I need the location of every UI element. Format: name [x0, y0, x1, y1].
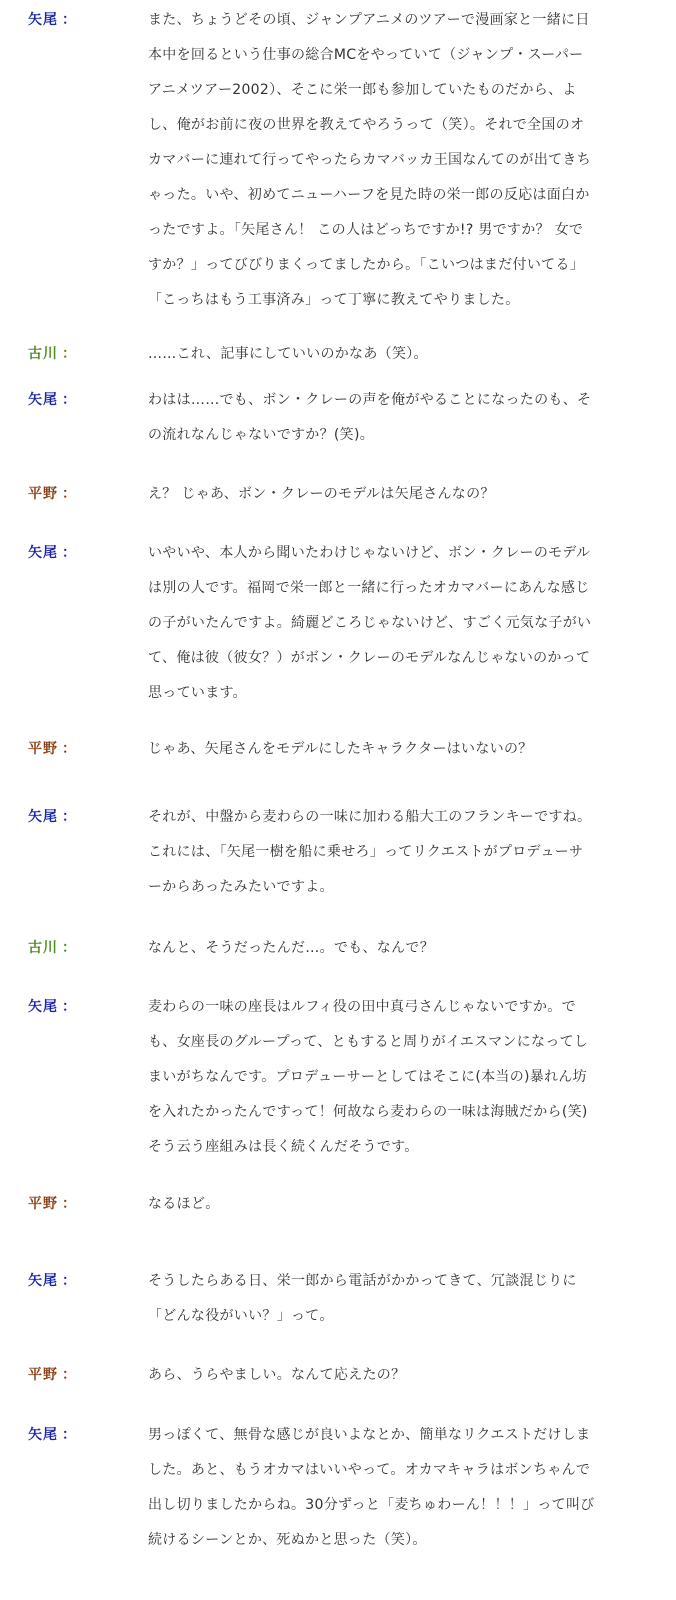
speaker-label: 矢尾 — [28, 545, 58, 561]
dialogue-line: ったですよ。「矢尾さん！ この人はどっちですか!? 男ですか？ 女で — [148, 222, 584, 238]
speaker-colon: ： — [62, 545, 77, 561]
speaker-label: 平野 — [28, 1196, 58, 1212]
dialogue-line: 出し切りましたからね。30分ずっと「麦ちゅわーん！！！」って叫び — [148, 1497, 595, 1513]
dialogue-line: 男っぽくて、無骨な感じが良いよなとか、簡単なリクエストだけしま — [148, 1427, 591, 1443]
dialogue-line: ーからあったみたいですよ。 — [148, 879, 334, 895]
speaker-name-furukawa — [28, 931, 77, 966]
dialogue-line: そう云う座組みは長く続くんだそうです。 — [148, 1139, 419, 1155]
dialogue-line: じゃあ、矢尾さんをモデルにしたキャラクターはいないの？ — [148, 741, 533, 757]
speaker-name-yao — [28, 1418, 77, 1453]
speaker-colon: ： — [62, 1367, 77, 1383]
dialogue-text — [148, 1358, 636, 1393]
speaker-colon: ： — [62, 1427, 77, 1443]
dialogue-line: また、ちょうどその頃、ジャンプアニメのツアーで漫画家と一緒に日 — [148, 12, 590, 28]
speaker-label: 平野 — [28, 741, 58, 757]
speaker-name-yao — [28, 3, 77, 38]
dialogue-line: の子がいたんですよ。綺麗どころじゃないけど、すごく元気な子がい — [148, 615, 592, 631]
dialogue-line: し、俺がお前に夜の世界を教えてやろうって（笑）。それで全国のオ — [148, 117, 585, 133]
speaker-colon: ： — [62, 999, 77, 1015]
speaker-name-hirano — [28, 1187, 77, 1222]
dialogue-text — [148, 536, 636, 711]
dialogue-line: した。あと、もうオカマはいいやって。オカマキャラはボンちゃんで — [148, 1462, 591, 1478]
dialogue-line: を入れたかったんですって！何故なら麦わらの一味は海賊だから(笑) — [148, 1104, 588, 1120]
speaker-name-hirano — [28, 1358, 77, 1393]
speaker-name-hirano — [28, 732, 77, 767]
speaker-label: 矢尾 — [28, 999, 58, 1015]
speaker-name-yao — [28, 383, 77, 418]
dialogue-line: カマバーに連れて行ってやったらカマバッカ王国なんてのが出てきち — [148, 152, 592, 168]
speaker-label: 矢尾 — [28, 809, 58, 825]
speaker-label: 古川 — [28, 940, 58, 956]
dialogue-line: 続けるシーンとか、死ぬかと思った（笑）。 — [148, 1532, 427, 1548]
dialogue-text — [148, 931, 636, 966]
speaker-label: 矢尾 — [28, 1427, 58, 1443]
speaker-colon: ： — [62, 12, 77, 28]
speaker-colon: ： — [62, 346, 77, 362]
dialogue-line: まいがちなんです。プロデューサーとしてはそこに(本当の)暴れん坊 — [148, 1069, 587, 1085]
dialogue-line: 「こっちはもう工事済み」って丁寧に教えてやりました。 — [148, 292, 520, 308]
dialogue-line: いやいや、本人から聞いたわけじゃないけど、ボン・クレーのモデル — [148, 545, 591, 561]
speaker-colon: ： — [62, 1196, 77, 1212]
dialogue-line: 本中を回るという仕事の総合MCをやっていて（ジャンプ・スーパー — [148, 47, 584, 63]
dialogue-text — [148, 337, 636, 372]
speaker-label: 矢尾 — [28, 392, 58, 408]
speaker-label: 古川 — [28, 346, 58, 362]
dialogue-line: も、女座長のグループって、ともすると周りがイエスマンになってし — [148, 1034, 589, 1050]
dialogue-line: 思っています。 — [148, 685, 247, 701]
speaker-name-hirano — [28, 477, 77, 512]
dialogue-line: は別の人です。福岡で栄一郎と一緒に行ったオカマバーにあんな感じ — [148, 580, 590, 596]
dialogue-line: そうしたらある日、栄一郎から電話がかかってきて、冗談混じりに — [148, 1273, 577, 1289]
dialogue-text — [148, 1264, 636, 1334]
speaker-colon: ： — [62, 392, 77, 408]
dialogue-text — [148, 1418, 636, 1558]
dialogue-text — [148, 732, 636, 767]
speaker-colon: ： — [62, 1273, 77, 1289]
speaker-name-yao — [28, 536, 77, 571]
dialogue-text — [148, 800, 636, 905]
speaker-label: 矢尾 — [28, 1273, 58, 1289]
dialogue-line: すか？」ってびびりまくってましたから。「こいつはまだ付いてる」 — [148, 257, 585, 273]
dialogue-text — [148, 477, 636, 512]
speaker-name-furukawa — [28, 337, 77, 372]
dialogue-line: 麦わらの一味の座長はルフィ役の田中真弓さんじゃないですか。で — [148, 999, 576, 1015]
speaker-label: 平野 — [28, 486, 58, 502]
dialogue-line: なるほど。 — [148, 1196, 220, 1212]
dialogue-text — [148, 3, 636, 318]
dialogue-line: わはは……でも、ボン・クレーの声を俺がやることになったのも、そ — [148, 392, 592, 408]
dialogue-text — [148, 1187, 636, 1222]
dialogue-line: の流れなんじゃないですか？(笑)。 — [148, 427, 375, 443]
dialogue-line: アニメツアー2002）、そこに栄一郎も参加していたものだから、よ — [148, 82, 577, 98]
dialogue-text — [148, 383, 636, 453]
speaker-label: 矢尾 — [28, 12, 58, 28]
dialogue-line: ……これ、記事にしていいのかなあ（笑）。 — [148, 346, 428, 362]
speaker-name-yao — [28, 990, 77, 1025]
speaker-name-yao — [28, 1264, 77, 1299]
dialogue-line: ゃった。いや、初めてニューハーフを見た時の栄一郎の反応は面白か — [148, 187, 590, 203]
dialogue-line: それが、中盤から麦わらの一味に加わる船大工のフランキーですね。 — [148, 809, 592, 825]
dialogue-line: なんと、そうだったんだ…。でも、なんで？ — [148, 940, 434, 956]
dialogue-text — [148, 990, 636, 1165]
dialogue-line: これには、「矢尾一樹を船に乗せろ」ってリクエストがプロデューサ — [148, 844, 584, 860]
speaker-label: 平野 — [28, 1367, 58, 1383]
speaker-colon: ： — [62, 940, 77, 956]
speaker-colon: ： — [62, 741, 77, 757]
dialogue-line: て、俺は彼（彼女？）がボン・クレーのモデルなんじゃないのかって — [148, 650, 591, 666]
speaker-name-yao — [28, 800, 77, 835]
speaker-colon: ： — [62, 486, 77, 502]
speaker-colon: ： — [62, 809, 77, 825]
dialogue-line: え？ じゃあ、ボン・クレーのモデルは矢尾さんなの？ — [148, 486, 495, 502]
dialogue-line: 「どんな役がいい？」って。 — [148, 1308, 334, 1324]
dialogue-line: あら、うらやましい。なんて応えたの？ — [148, 1367, 406, 1383]
